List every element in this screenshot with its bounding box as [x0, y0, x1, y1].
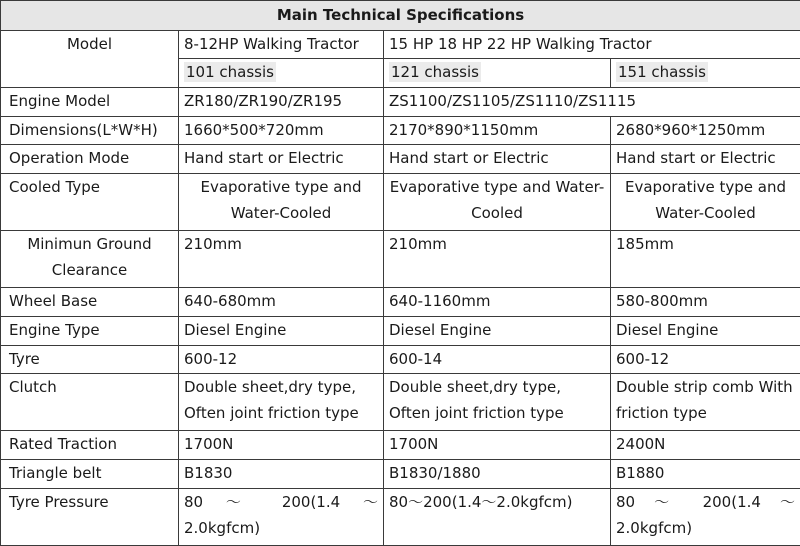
row-label: Engine Type — [1, 316, 179, 345]
cell-b: Evaporative type and Water-Cooled — [384, 173, 611, 230]
cell-a: Double sheet,dry type, Often joint friction type — [179, 374, 384, 431]
cell-c: 185mm — [611, 231, 800, 288]
table-row — [1, 87, 800, 116]
row-label: Triangle belt — [1, 460, 179, 489]
row-label: Rated Traction — [1, 431, 179, 460]
cell-bc: ZS1100/ZS1105/ZS1110/ZS1115 — [384, 87, 800, 116]
row-label: Cooled Type — [1, 173, 179, 230]
row-label: Wheel Base — [1, 288, 179, 317]
row-label: Clutch — [1, 374, 179, 431]
cell-c: Double strip comb With friction type — [611, 374, 800, 431]
model-a: 8-12HP Walking Tractor — [179, 30, 384, 59]
table-row — [1, 145, 800, 174]
cell-b: Double sheet,dry type, Often joint friction type — [384, 374, 611, 431]
cell-c: 2400N — [611, 431, 800, 460]
cell-a: 1700N — [179, 431, 384, 460]
table-row — [1, 374, 800, 431]
cell-b: 600-14 — [384, 345, 611, 374]
row-label: Tyre Pressure — [1, 488, 179, 545]
cell-a: 600-12 — [179, 345, 384, 374]
cell-a: 80 ～ 200(1.4 ～ 2.0kgfcm) — [179, 488, 384, 545]
cell-c: Hand start or Electric — [611, 145, 800, 174]
row-label: Minimun Ground Clearance — [1, 231, 179, 288]
cell-c: 600-12 — [611, 345, 800, 374]
cell-a: 210mm — [179, 231, 384, 288]
chassis-101: 101 chassis — [179, 59, 384, 88]
cell-a: 1660*500*720mm — [179, 116, 384, 145]
row-label: Dimensions(L*W*H) — [1, 116, 179, 145]
cell-c: 580-800mm — [611, 288, 800, 317]
cell-a: ZR180/ZR190/ZR195 — [179, 87, 384, 116]
cell-c: 80 ～ 200(1.4 ～ 2.0kgfcm) — [611, 488, 800, 545]
cell-c: 2680*960*1250mm — [611, 116, 800, 145]
table-row — [1, 231, 800, 288]
cell-c: Diesel Engine — [611, 316, 800, 345]
cell-a: Diesel Engine — [179, 316, 384, 345]
cell-a: Evaporative type and Water-Cooled — [179, 173, 384, 230]
cell-a: Hand start or Electric — [179, 145, 384, 174]
cell-b: Hand start or Electric — [384, 145, 611, 174]
cell-a: 640-680mm — [179, 288, 384, 317]
chassis-121: 121 chassis — [384, 59, 611, 88]
chassis-151: 151 chassis — [611, 59, 800, 88]
row-label: Tyre — [1, 345, 179, 374]
cell-b: B1830/1880 — [384, 460, 611, 489]
model-label: Model — [1, 30, 179, 87]
table-row — [1, 116, 800, 145]
cell-b: 640-1160mm — [384, 288, 611, 317]
cell-b: Diesel Engine — [384, 316, 611, 345]
table-row — [1, 173, 800, 230]
cell-c: B1880 — [611, 460, 800, 489]
row-label: Engine Model — [1, 87, 179, 116]
cell-c: Evaporative type and Water-Cooled — [611, 173, 800, 230]
table-row — [1, 460, 800, 489]
cell-b: 1700N — [384, 431, 611, 460]
table-row — [1, 316, 800, 345]
table-row — [1, 345, 800, 374]
model-bc: 15 HP 18 HP 22 HP Walking Tractor — [384, 30, 800, 59]
table-row — [1, 488, 800, 545]
cell-b: 210mm — [384, 231, 611, 288]
table-title: Main Technical Specifications — [1, 1, 800, 31]
cell-a: B1830 — [179, 460, 384, 489]
cell-b: 80～200(1.4～2.0kgfcm) — [384, 488, 611, 545]
table-row — [1, 288, 800, 317]
cell-b: 2170*890*1150mm — [384, 116, 611, 145]
table-row — [1, 431, 800, 460]
row-label: Operation Mode — [1, 145, 179, 174]
